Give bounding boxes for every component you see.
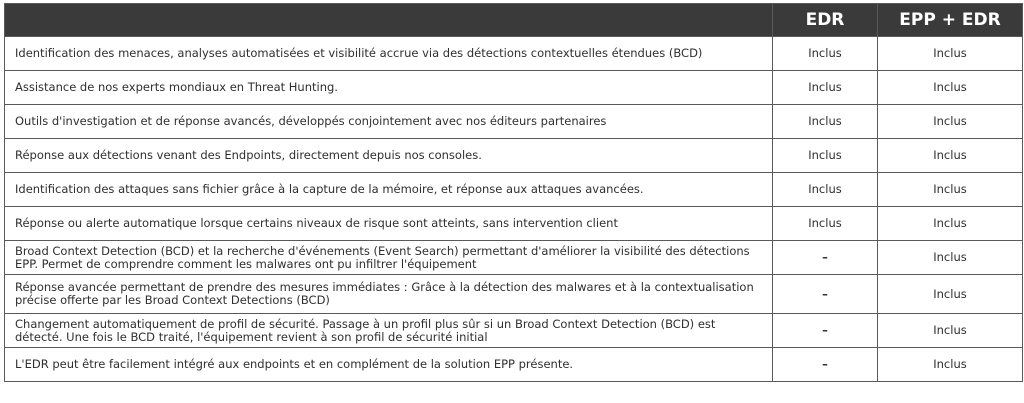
edr-cell: Inclus [773, 71, 878, 105]
header-epp-edr: EPP + EDR [878, 4, 1023, 37]
edr-cell: Inclus [773, 139, 878, 173]
edr-cell: Inclus [773, 105, 878, 139]
table-row [5, 275, 1023, 314]
epp-edr-cell: Inclus [878, 348, 1023, 382]
epp-edr-cell: Inclus [878, 139, 1023, 173]
table-row [5, 348, 1023, 382]
header-feature-cell [5, 4, 773, 37]
table-row [5, 105, 1023, 139]
edr-cell: – [773, 275, 878, 314]
epp-edr-cell: Inclus [878, 71, 1023, 105]
epp-edr-cell: Inclus [878, 37, 1023, 71]
feature-cell: Identification des attaques sans fichier grâce à la capture de la mémoire, et réponse aux attaques avancées. [5, 173, 773, 207]
comparison-table [4, 3, 1023, 382]
feature-cell: L'EDR peut être facilement intégré aux endpoints et en complément de la solution EPP présente. [5, 348, 773, 382]
epp-edr-cell: Inclus [878, 207, 1023, 241]
feature-cell: Outils d'investigation et de réponse avancés, développés conjointement avec nos éditeurs partenaires [5, 105, 773, 139]
epp-edr-cell: Inclus [878, 173, 1023, 207]
table-row [5, 139, 1023, 173]
edr-cell: Inclus [773, 37, 878, 71]
table-row [5, 314, 1023, 348]
feature-cell: Assistance de nos experts mondiaux en Threat Hunting. [5, 71, 773, 105]
table-row [5, 241, 1023, 275]
epp-edr-cell: Inclus [878, 314, 1023, 348]
edr-cell: – [773, 348, 878, 382]
epp-edr-cell: Inclus [878, 105, 1023, 139]
header-row [5, 4, 1023, 37]
edr-cell: – [773, 314, 878, 348]
feature-cell: Changement automatiquement de profil de sécurité. Passage à un profil plus sûr si un Broad Context Detection (BCD) est détecté. Une fois le BCD traité, l'équipement revient à son profil de sécurité initial [5, 314, 773, 348]
epp-edr-cell: Inclus [878, 275, 1023, 314]
comparison-table-container [4, 3, 1022, 382]
table-row [5, 207, 1023, 241]
feature-cell: Identification des menaces, analyses automatisées et visibilité accrue via des détections contextuelles étendues (BCD) [5, 37, 773, 71]
edr-cell: Inclus [773, 173, 878, 207]
edr-cell: Inclus [773, 207, 878, 241]
feature-cell: Réponse ou alerte automatique lorsque certains niveaux de risque sont atteints, sans intervention client [5, 207, 773, 241]
header-edr: EDR [773, 4, 878, 37]
feature-cell: Réponse avancée permettant de prendre des mesures immédiates : Grâce à la détection des malwares et à la contextualisation précise offerte par les Broad Context Detections (BCD) [5, 275, 773, 314]
table-row [5, 37, 1023, 71]
epp-edr-cell: Inclus [878, 241, 1023, 275]
edr-cell: – [773, 241, 878, 275]
feature-cell: Réponse aux détections venant des Endpoints, directement depuis nos consoles. [5, 139, 773, 173]
table-row [5, 71, 1023, 105]
feature-cell: Broad Context Detection (BCD) et la recherche d'événements (Event Search) permettant d'améliorer la visibilité des détections EPP. Permet de comprendre comment les malwares ont pu infiltrer l'équipement [5, 241, 773, 275]
table-row [5, 173, 1023, 207]
